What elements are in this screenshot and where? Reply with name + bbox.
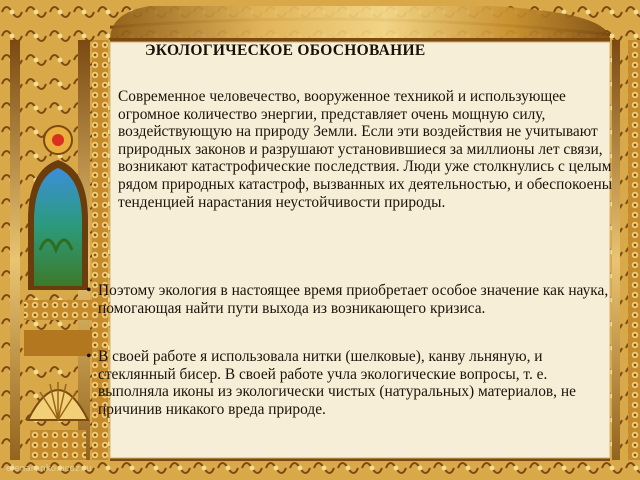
- bullet-text: Поэтому экология в настоящее время приобретает особое значение как наука, помогающая найти пути выхода из возникающего кризиса.: [98, 282, 609, 317]
- bullet-marker: •: [86, 348, 92, 365]
- bullet-item-1: [86, 282, 616, 317]
- watermark: elenaranko.ucoz.ru: [6, 464, 92, 474]
- bullet-marker: •: [86, 282, 92, 299]
- intro-paragraph: Современное человечество, вооруженное техникой и использующее огромное количество энергии, представляет очень мощную силу, воздействующую на природу Земли. Если эти воздействия не учитывают природных законов и разрушают установившиеся за миллионы лет связи, возникают катастрофические последствия. Люди уже столкнулись с целым рядом природных катастроф, вызванных их деятельностью, и обеспокоены тенденцией нарастания неустойчивости природы.: [118, 88, 613, 211]
- slide-title: ЭКОЛОГИЧЕСКОЕ ОБОСНОВАНИЕ: [145, 42, 426, 59]
- bullet-text: В своей работе я использовала нитки (шелковые), канву льняную, и стеклянный бисер. В своей работе учла экологические вопросы, т. е. выполняла иконы из экологически чистых (натуральных) материалов, не причинив никакого вреда природе.: [98, 348, 576, 418]
- bullet-item-2: [86, 348, 616, 418]
